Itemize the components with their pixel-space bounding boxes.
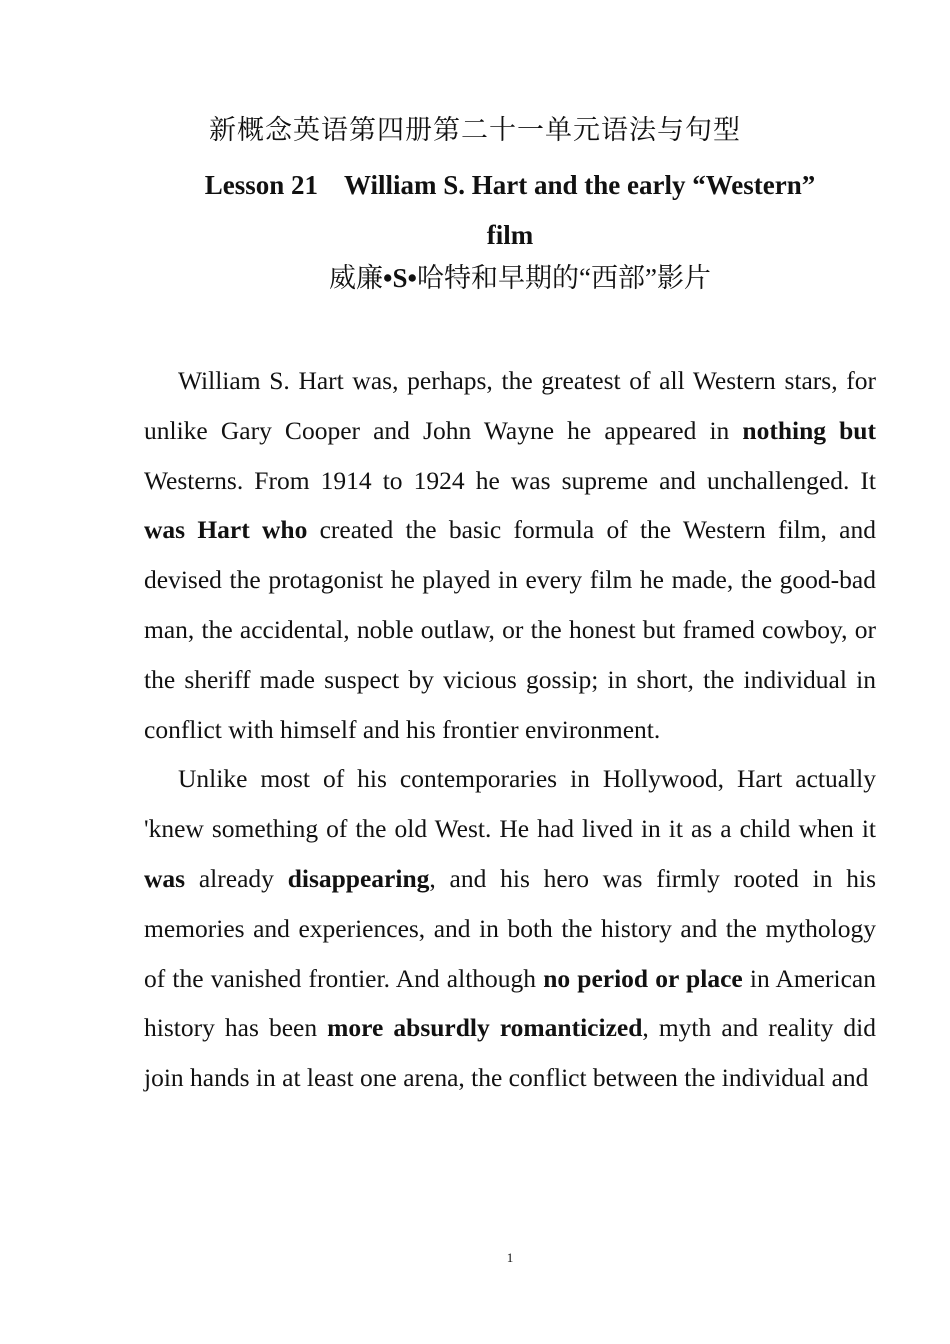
lesson-title — [0, 160, 950, 260]
chinese-unit-title: 新概念英语第四册第二十一单元语法与句型 — [209, 115, 741, 145]
highlighted-phrase: disappearing — [287, 863, 430, 893]
paragraph-2 — [144, 754, 876, 1103]
subtitle-segment: 威廉 — [329, 263, 384, 293]
subtitle-segment: 西部 — [590, 263, 645, 293]
text-run: in American history has been — [144, 963, 876, 1043]
subtitle-close-quote: ” — [644, 263, 657, 293]
subtitle-segment: 哈特和早期的 — [416, 263, 579, 293]
text-run: , myth and reality did join hands in at least one arena, the conflict between the individual and — [144, 1013, 876, 1093]
chinese-lesson-subtitle — [0, 256, 950, 300]
text-run: created the basic formula of the Western film, and devised the protagonist he played in every film he made, the good-bad man, the accidental, noble outlaw, or the honest but framed cowboy, or the sheriff made suspect by vicious gossip; in short, the individual in conflict with himself and his frontier environment. — [144, 515, 876, 744]
subtitle-initial: •S• — [383, 263, 417, 293]
text-run: Westerns. From 1914 to 1924 he was supreme and unchallenged. It — [144, 465, 876, 495]
lesson-label: Lesson 21 — [204, 170, 319, 200]
highlighted-phrase: was Hart who — [144, 515, 308, 545]
lesson-text — [144, 356, 876, 1103]
highlighted-phrase: was — [144, 863, 186, 893]
text-run: , and his hero was firmly rooted in his memories and experiences, and in both the history and the mythology of the vanished frontier. And although — [144, 863, 876, 993]
text-run: Unlike most of his contemporaries in Hollywood, Hart actually 'knew something of the old West. He had lived in it as a child when it — [144, 764, 876, 844]
subtitle-open-quote: “ — [578, 263, 591, 293]
highlighted-phrase: nothing but — [742, 415, 876, 445]
text-run: already — [185, 863, 288, 893]
paragraph-1 — [144, 356, 876, 754]
subtitle-segment: 影片 — [656, 263, 711, 293]
highlighted-phrase: no period or place — [543, 963, 743, 993]
highlighted-phrase: more absurdly romanticized — [327, 1013, 643, 1043]
lesson-title-line2: film — [486, 220, 534, 250]
text-run: William S. Hart was, perhaps, the greatest of all Western stars, for unlike Gary Cooper and John Wayne he appeared in — [144, 366, 876, 445]
lesson-title-line1: William S. Hart and the early “Western” — [344, 170, 816, 200]
page-number: 1 — [506, 1250, 514, 1265]
